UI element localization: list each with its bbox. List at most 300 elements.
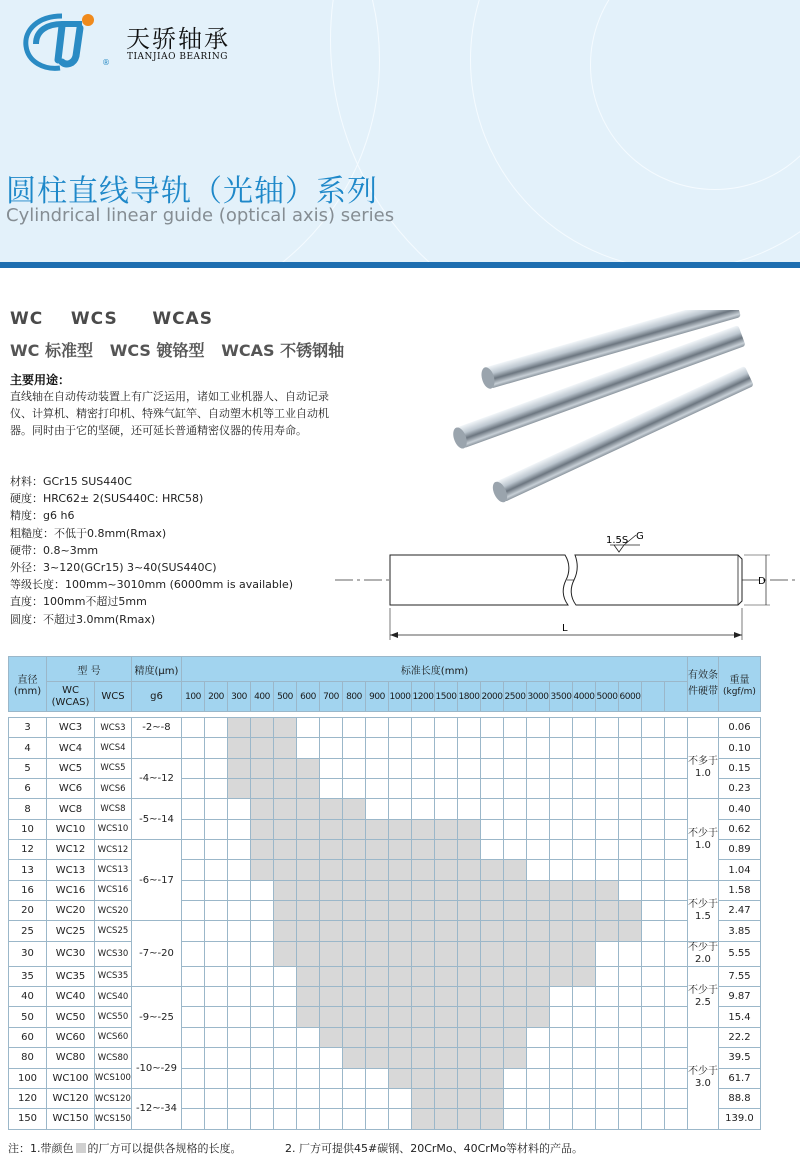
type-wcas: WCAS 不锈钢轴 bbox=[221, 341, 345, 360]
cell-diameter: 3 bbox=[9, 718, 47, 738]
cell-weight: 1.04 bbox=[718, 860, 760, 880]
cell-length-availability bbox=[388, 901, 411, 921]
cell-length-availability bbox=[250, 860, 273, 880]
cell-length-availability bbox=[434, 1007, 457, 1027]
cell-wc-model: WC13 bbox=[47, 860, 95, 880]
table-row bbox=[9, 1048, 795, 1068]
cell-length-availability bbox=[365, 1007, 388, 1027]
cell-length-availability bbox=[480, 779, 503, 799]
cell-length-availability bbox=[572, 966, 595, 986]
g-label: G bbox=[636, 531, 644, 542]
cell-length-availability bbox=[204, 1007, 227, 1027]
cell-length-availability bbox=[319, 880, 342, 900]
cell-length-availability bbox=[319, 901, 342, 921]
cell-length-availability bbox=[342, 1007, 365, 1027]
cell-diameter: 40 bbox=[9, 987, 47, 1007]
cell-length-availability bbox=[664, 860, 687, 880]
shade-swatch bbox=[76, 1143, 86, 1153]
cell-length-availability bbox=[526, 799, 549, 819]
cell-length-availability bbox=[181, 901, 204, 921]
cell-weight: 139.0 bbox=[718, 1109, 760, 1129]
cell-length-availability bbox=[181, 966, 204, 986]
cell-length-availability bbox=[434, 901, 457, 921]
cell-weight: 1.58 bbox=[718, 880, 760, 900]
cell-length-availability bbox=[503, 860, 526, 880]
cell-length-availability bbox=[204, 987, 227, 1007]
cell-diameter: 4 bbox=[9, 738, 47, 758]
cell-diameter: 10 bbox=[9, 819, 47, 839]
cell-length-availability bbox=[319, 1109, 342, 1129]
cell-length-availability bbox=[227, 1109, 250, 1129]
cell-length-availability bbox=[365, 738, 388, 758]
cell-length-availability bbox=[503, 1088, 526, 1108]
cell-length-availability bbox=[388, 758, 411, 778]
cell-length-availability bbox=[434, 779, 457, 799]
cell-length-availability bbox=[457, 921, 480, 941]
cell-precision bbox=[131, 738, 181, 758]
cell-diameter: 60 bbox=[9, 1027, 47, 1047]
cell-length-availability bbox=[204, 758, 227, 778]
cell-length-availability bbox=[204, 860, 227, 880]
cell-length-availability bbox=[342, 738, 365, 758]
cell-length-availability bbox=[181, 1027, 204, 1047]
cell-length-availability bbox=[664, 1007, 687, 1027]
cell-wc-model: WC3 bbox=[47, 718, 95, 738]
header-weight-label: 重量 bbox=[729, 675, 750, 686]
cell-length-availability bbox=[227, 718, 250, 738]
cell-diameter: 12 bbox=[9, 840, 47, 860]
cell-length-availability bbox=[204, 1048, 227, 1068]
cell-wcs-model: WCS25 bbox=[95, 921, 132, 941]
cell-length-availability bbox=[319, 860, 342, 880]
cell-length-availability bbox=[572, 738, 595, 758]
cell-length-availability bbox=[204, 966, 227, 986]
cell-length-availability bbox=[411, 1109, 434, 1129]
cell-hard-band bbox=[687, 966, 718, 1027]
header-length-2000: 2000 bbox=[480, 682, 503, 712]
header-wc bbox=[47, 682, 95, 712]
cell-length-availability bbox=[480, 1027, 503, 1047]
cell-length-availability bbox=[296, 941, 319, 966]
cell-length-availability bbox=[434, 819, 457, 839]
note-1-suffix: 的厂方可以提供各规格的长度。 bbox=[87, 1142, 242, 1155]
cell-length-availability bbox=[641, 1088, 664, 1108]
cell-diameter: 50 bbox=[9, 1007, 47, 1027]
cell-length-availability bbox=[227, 1088, 250, 1108]
cell-length-availability bbox=[526, 1088, 549, 1108]
cell-length-availability bbox=[250, 941, 273, 966]
type-wcs: WCS 镀铬型 bbox=[109, 341, 205, 360]
cell-length-availability bbox=[273, 987, 296, 1007]
cell-length-availability bbox=[480, 880, 503, 900]
cell-hard-band bbox=[687, 1027, 718, 1129]
cell-length-availability bbox=[549, 1007, 572, 1027]
cell-length-availability bbox=[526, 987, 549, 1007]
cell-length-availability bbox=[503, 880, 526, 900]
cell-length-availability bbox=[273, 941, 296, 966]
cell-length-availability bbox=[319, 1068, 342, 1088]
spec-hard-band: 硬带：0.8~3mm bbox=[10, 543, 99, 557]
cell-length-availability bbox=[526, 860, 549, 880]
cell-length-availability bbox=[618, 840, 641, 860]
cell-length-availability bbox=[457, 779, 480, 799]
table-row bbox=[9, 880, 795, 900]
cell-length-availability bbox=[250, 921, 273, 941]
cell-length-availability bbox=[526, 718, 549, 738]
header-g6: g6 bbox=[131, 682, 181, 712]
header-length-3500: 3500 bbox=[549, 682, 572, 712]
cell-length-availability bbox=[434, 1027, 457, 1047]
cell-length-availability bbox=[595, 738, 618, 758]
cell-length-availability bbox=[595, 1007, 618, 1027]
cell-length-availability bbox=[595, 840, 618, 860]
cell-length-availability bbox=[618, 819, 641, 839]
cell-length-availability bbox=[296, 779, 319, 799]
cell-length-availability bbox=[434, 738, 457, 758]
header-wc-label: WC bbox=[62, 684, 79, 696]
cell-length-availability bbox=[227, 1048, 250, 1068]
table-row bbox=[9, 1068, 795, 1088]
model-list bbox=[10, 309, 213, 329]
header-diameter-label: 直径 bbox=[17, 675, 38, 686]
cell-length-availability bbox=[595, 966, 618, 986]
cell-length-availability bbox=[641, 901, 664, 921]
cell-length-availability bbox=[434, 921, 457, 941]
cell-length-availability bbox=[365, 966, 388, 986]
cell-length-availability bbox=[457, 966, 480, 986]
cell-length-availability bbox=[503, 921, 526, 941]
cell-length-availability bbox=[204, 880, 227, 900]
cell-length-availability bbox=[319, 966, 342, 986]
cell-length-availability bbox=[250, 1007, 273, 1027]
cell-length-availability bbox=[388, 987, 411, 1007]
cell-wc-model: WC4 bbox=[47, 738, 95, 758]
cell-length-availability bbox=[411, 966, 434, 986]
cell-length-availability bbox=[641, 718, 664, 738]
cell-wcs-model: WCS10 bbox=[95, 819, 132, 839]
model-wc: WC bbox=[10, 309, 44, 329]
cell-length-availability bbox=[503, 1068, 526, 1088]
cell-length-availability bbox=[342, 941, 365, 966]
cell-length-availability bbox=[664, 1027, 687, 1047]
cell-wc-model: WC25 bbox=[47, 921, 95, 941]
cell-length-availability bbox=[296, 1027, 319, 1047]
cell-length-availability bbox=[526, 819, 549, 839]
cell-length-availability bbox=[365, 1068, 388, 1088]
hard-band-label: 不少于 1.5 bbox=[687, 898, 718, 922]
cell-length-availability bbox=[480, 987, 503, 1007]
cell-length-availability bbox=[365, 901, 388, 921]
cell-diameter: 25 bbox=[9, 921, 47, 941]
cell-length-availability bbox=[181, 941, 204, 966]
cell-length-availability bbox=[365, 921, 388, 941]
table-row bbox=[9, 799, 795, 819]
registered-mark: ® bbox=[102, 58, 110, 67]
cell-length-availability bbox=[250, 880, 273, 900]
cell-length-availability bbox=[503, 840, 526, 860]
cell-length-availability bbox=[273, 779, 296, 799]
spec-table bbox=[8, 656, 794, 1130]
model-wcas: WCAS bbox=[152, 309, 213, 329]
cell-wc-model: WC16 bbox=[47, 880, 95, 900]
cell-wc-model: WC150 bbox=[47, 1109, 95, 1129]
header-length-empty bbox=[641, 682, 664, 712]
cell-length-availability bbox=[457, 1027, 480, 1047]
cell-length-availability bbox=[526, 1048, 549, 1068]
cell-length-availability bbox=[664, 819, 687, 839]
cell-length-availability bbox=[273, 718, 296, 738]
cell-length-availability bbox=[411, 758, 434, 778]
cell-hard-band bbox=[687, 941, 718, 966]
note-1-prefix: 注：1.带颜色 bbox=[8, 1142, 74, 1155]
usage-text: 直线轴在自动传动装置上有广泛运用，诸如工业机器人、自动记录仪、计算机、精密打印机、特殊气缸竿、自动塑木机等工业自动机器。同时由于它的坚硬，还可延长普通精密仪器的传用寿命。 bbox=[10, 390, 329, 437]
cell-length-availability bbox=[549, 901, 572, 921]
cell-length-availability bbox=[641, 819, 664, 839]
cell-length-availability bbox=[572, 799, 595, 819]
cell-length-availability bbox=[480, 941, 503, 966]
cell-precision: -5~-14 bbox=[131, 799, 181, 840]
cell-length-availability bbox=[595, 987, 618, 1007]
cell-length-availability bbox=[618, 1007, 641, 1027]
cell-length-availability bbox=[526, 880, 549, 900]
cell-length-availability bbox=[365, 779, 388, 799]
header-hardness: 有效条 件硬带 bbox=[687, 657, 718, 712]
header-length-700: 700 bbox=[319, 682, 342, 712]
table-row bbox=[9, 1007, 795, 1027]
cell-length-availability bbox=[296, 1088, 319, 1108]
cell-length-availability bbox=[250, 901, 273, 921]
cell-hard-band bbox=[687, 799, 718, 880]
cell-length-availability bbox=[411, 738, 434, 758]
cell-length-availability bbox=[503, 779, 526, 799]
cell-length-availability bbox=[664, 779, 687, 799]
cell-length-availability bbox=[411, 819, 434, 839]
cell-length-availability bbox=[480, 1048, 503, 1068]
cell-length-availability bbox=[595, 799, 618, 819]
table-row bbox=[9, 738, 795, 758]
cell-length-availability bbox=[365, 819, 388, 839]
cell-length-availability bbox=[227, 799, 250, 819]
cell-length-availability bbox=[181, 1048, 204, 1068]
cell-length-availability bbox=[296, 880, 319, 900]
cell-length-availability bbox=[526, 758, 549, 778]
cell-length-availability bbox=[411, 987, 434, 1007]
cell-length-availability bbox=[388, 819, 411, 839]
cell-length-availability bbox=[457, 1088, 480, 1108]
cell-length-availability bbox=[618, 1048, 641, 1068]
cell-length-availability bbox=[457, 758, 480, 778]
cell-length-availability bbox=[549, 1109, 572, 1129]
cell-length-availability bbox=[365, 1027, 388, 1047]
cell-wcs-model: WCS5 bbox=[95, 758, 132, 778]
cell-length-availability bbox=[457, 1068, 480, 1088]
cell-length-availability bbox=[595, 880, 618, 900]
cell-length-availability bbox=[480, 921, 503, 941]
hard-band-label: 不少于 2.5 bbox=[687, 984, 718, 1008]
cell-length-availability bbox=[342, 779, 365, 799]
cell-length-availability bbox=[480, 758, 503, 778]
cell-length-availability bbox=[618, 718, 641, 738]
cell-length-availability bbox=[250, 1048, 273, 1068]
cell-length-availability bbox=[388, 718, 411, 738]
cell-wcs-model: WCS4 bbox=[95, 738, 132, 758]
cell-length-availability bbox=[296, 987, 319, 1007]
cell-length-availability bbox=[503, 901, 526, 921]
cell-length-availability bbox=[342, 1109, 365, 1129]
page-subtitle: Cylindrical linear guide (optical axis) series bbox=[6, 205, 395, 226]
header-diameter-unit: (mm) bbox=[13, 686, 42, 697]
brand-name-en: TIANJIAO BEARING bbox=[127, 52, 228, 62]
cell-weight: 7.55 bbox=[718, 966, 760, 986]
shaft-dimension-drawing bbox=[330, 530, 800, 645]
cell-length-availability bbox=[457, 1048, 480, 1068]
usage-heading: 主要用途： bbox=[10, 373, 71, 387]
cell-length-availability bbox=[273, 966, 296, 986]
cell-length-availability bbox=[549, 880, 572, 900]
cell-length-availability bbox=[641, 840, 664, 860]
cell-length-availability bbox=[434, 1048, 457, 1068]
cell-length-availability bbox=[250, 718, 273, 738]
table-row bbox=[9, 819, 795, 839]
cell-length-availability bbox=[664, 840, 687, 860]
cell-length-availability bbox=[250, 987, 273, 1007]
cell-length-availability bbox=[204, 941, 227, 966]
cell-weight: 3.85 bbox=[718, 921, 760, 941]
header-length-1500: 1500 bbox=[434, 682, 457, 712]
cell-wcs-model: WCS6 bbox=[95, 779, 132, 799]
cell-length-availability bbox=[296, 758, 319, 778]
cell-length-availability bbox=[319, 921, 342, 941]
cell-length-availability bbox=[503, 1109, 526, 1129]
cell-length-availability bbox=[618, 1088, 641, 1108]
cell-weight: 22.2 bbox=[718, 1027, 760, 1047]
cell-length-availability bbox=[181, 1109, 204, 1129]
cell-length-availability bbox=[365, 718, 388, 738]
cell-length-availability bbox=[411, 840, 434, 860]
cell-hard-band bbox=[687, 738, 718, 799]
cell-length-availability bbox=[641, 799, 664, 819]
cell-length-availability bbox=[526, 966, 549, 986]
cell-length-availability bbox=[181, 987, 204, 1007]
cell-length-availability bbox=[641, 779, 664, 799]
cell-diameter: 20 bbox=[9, 901, 47, 921]
cell-diameter: 8 bbox=[9, 799, 47, 819]
cell-length-availability bbox=[434, 799, 457, 819]
cell-length-availability bbox=[342, 1068, 365, 1088]
cell-length-availability bbox=[572, 921, 595, 941]
cell-weight: 61.7 bbox=[718, 1068, 760, 1088]
cell-length-availability bbox=[388, 1027, 411, 1047]
cell-length-availability bbox=[181, 819, 204, 839]
cell-length-availability bbox=[572, 1088, 595, 1108]
cell-length-availability bbox=[365, 880, 388, 900]
cell-length-availability bbox=[227, 1007, 250, 1027]
cell-wcs-model: WCS60 bbox=[95, 1027, 132, 1047]
hard-band-label: 不多于 1.0 bbox=[687, 756, 718, 780]
cell-wc-model: WC50 bbox=[47, 1007, 95, 1027]
cell-length-availability bbox=[457, 799, 480, 819]
cell-length-availability bbox=[595, 1027, 618, 1047]
tianjiao-logo bbox=[22, 10, 102, 72]
header-standard-length: 标准长度(mm) bbox=[181, 657, 687, 682]
cell-length-availability bbox=[664, 921, 687, 941]
cell-wcs-model: WCS40 bbox=[95, 987, 132, 1007]
cell-length-availability bbox=[641, 860, 664, 880]
hard-band-label: 不少于 3.0 bbox=[687, 1066, 718, 1090]
l-label: L bbox=[562, 623, 568, 634]
cell-length-availability bbox=[319, 1088, 342, 1108]
cell-length-availability bbox=[342, 921, 365, 941]
cell-length-availability bbox=[365, 840, 388, 860]
cell-length-availability bbox=[204, 718, 227, 738]
cell-length-availability bbox=[595, 718, 618, 738]
cell-wcs-model: WCS50 bbox=[95, 1007, 132, 1027]
cell-length-availability bbox=[526, 941, 549, 966]
cell-length-availability bbox=[480, 901, 503, 921]
cell-length-availability bbox=[572, 941, 595, 966]
cell-length-availability bbox=[641, 758, 664, 778]
cell-length-availability bbox=[273, 758, 296, 778]
header-length-empty bbox=[664, 682, 687, 712]
cell-length-availability bbox=[503, 738, 526, 758]
cell-length-availability bbox=[388, 738, 411, 758]
cell-length-availability bbox=[595, 1088, 618, 1108]
cell-length-availability bbox=[641, 880, 664, 900]
cell-length-availability bbox=[457, 941, 480, 966]
cell-length-availability bbox=[204, 1027, 227, 1047]
table-row bbox=[9, 987, 795, 1007]
cell-length-availability bbox=[273, 738, 296, 758]
cell-length-availability bbox=[181, 860, 204, 880]
spec-straightness: 直度：100mm不超过5mm bbox=[10, 595, 147, 609]
cell-weight: 0.40 bbox=[718, 799, 760, 819]
cell-length-availability bbox=[227, 987, 250, 1007]
cell-length-availability bbox=[365, 758, 388, 778]
cell-diameter: 13 bbox=[9, 860, 47, 880]
table-row bbox=[9, 1088, 795, 1108]
cell-length-availability bbox=[227, 840, 250, 860]
cell-length-availability bbox=[480, 840, 503, 860]
cell-length-availability bbox=[388, 1068, 411, 1088]
cell-length-availability bbox=[526, 1068, 549, 1088]
cell-length-availability bbox=[273, 1068, 296, 1088]
cell-length-availability bbox=[457, 987, 480, 1007]
cell-length-availability bbox=[480, 966, 503, 986]
cell-length-availability bbox=[664, 758, 687, 778]
cell-length-availability bbox=[319, 779, 342, 799]
header-divider bbox=[0, 262, 800, 268]
cell-length-availability bbox=[664, 1068, 687, 1088]
cell-length-availability bbox=[595, 901, 618, 921]
cell-length-availability bbox=[273, 1048, 296, 1068]
cell-length-availability bbox=[549, 799, 572, 819]
cell-length-availability bbox=[181, 921, 204, 941]
cell-precision: -4~-12 bbox=[131, 758, 181, 799]
header-weight-unit: (kgf/m) bbox=[723, 687, 756, 697]
cell-length-availability bbox=[273, 1109, 296, 1129]
spec-list bbox=[10, 473, 293, 628]
cell-wc-model: WC100 bbox=[47, 1068, 95, 1088]
cell-length-availability bbox=[595, 779, 618, 799]
cell-length-availability bbox=[457, 880, 480, 900]
cell-length-availability bbox=[365, 1088, 388, 1108]
cell-length-availability bbox=[273, 921, 296, 941]
cell-precision: -6~-17 bbox=[131, 840, 181, 921]
cell-length-availability bbox=[572, 779, 595, 799]
cell-length-availability bbox=[342, 880, 365, 900]
spec-precision: 精度：g6 h6 bbox=[10, 509, 75, 523]
cell-length-availability bbox=[526, 1109, 549, 1129]
